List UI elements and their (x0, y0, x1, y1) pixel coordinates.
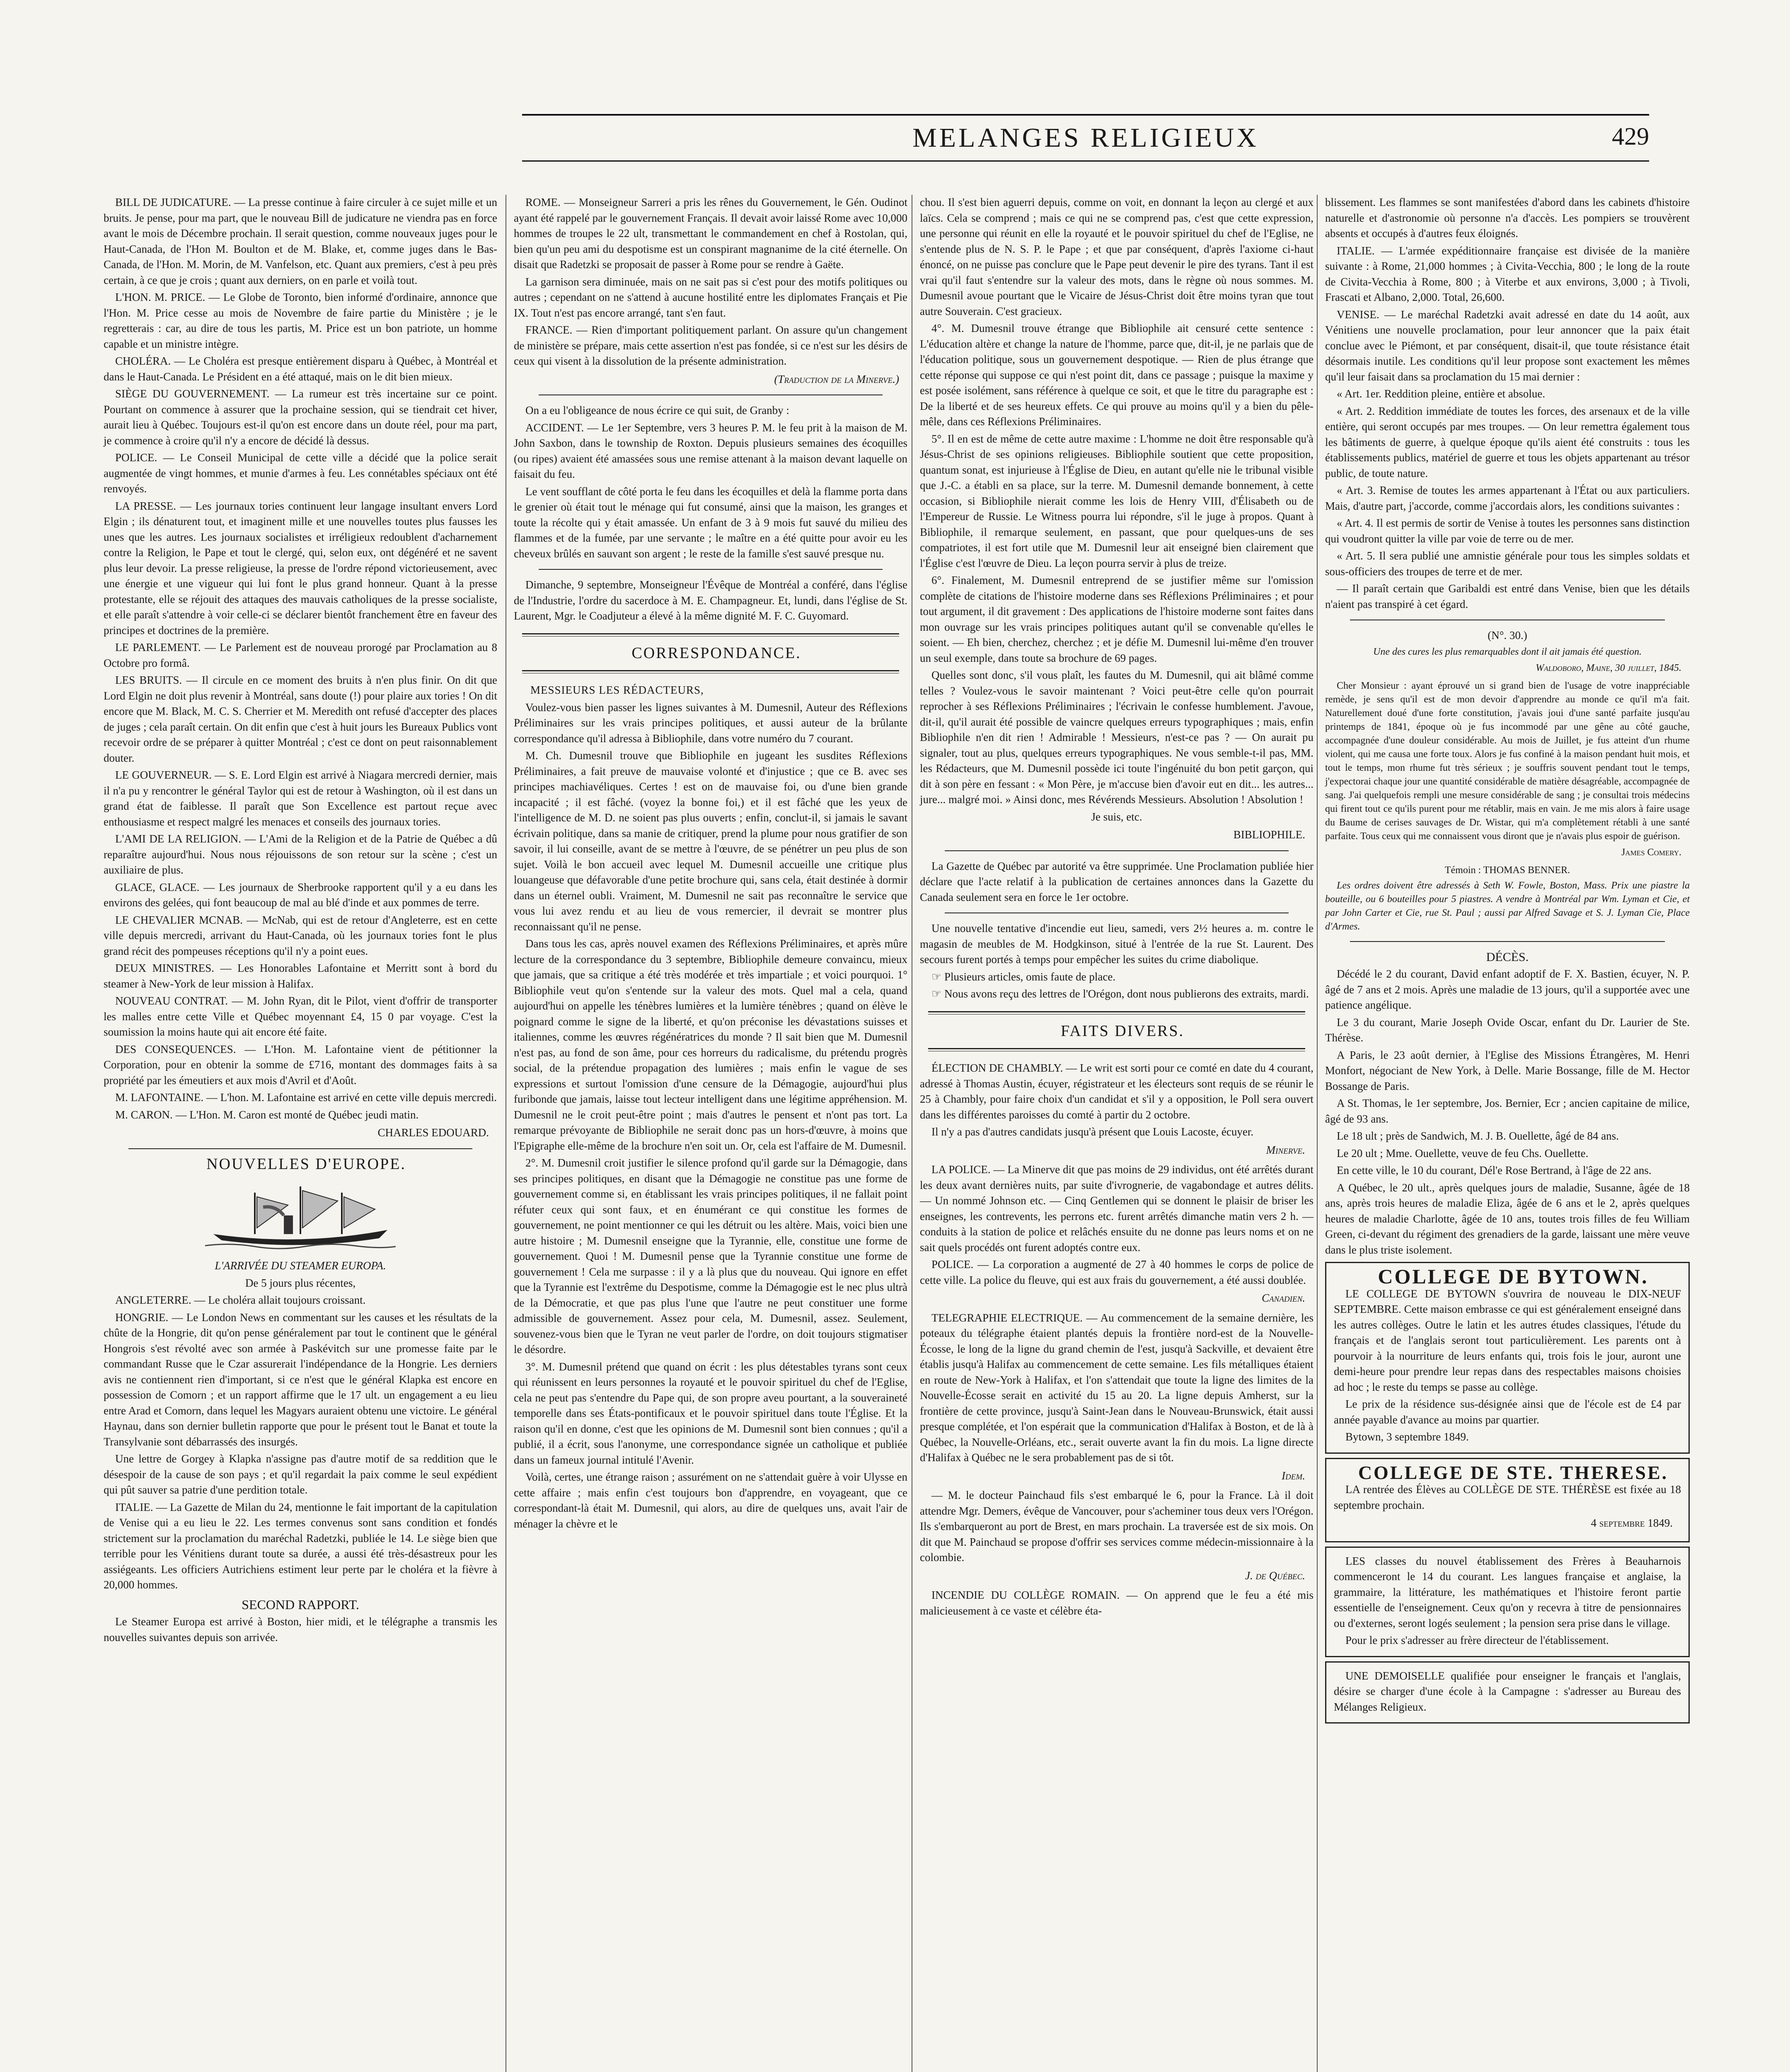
news-recency: De 5 jours plus récentes, (245, 1276, 356, 1289)
section-title-correspondance: CORRESPONDANCE. (631, 644, 801, 662)
ad-college-bytown-date: Bytown, 3 septembre 1849. (1345, 1431, 1469, 1443)
steamship-illustration (205, 1176, 396, 1255)
source-minerve: Minerve. (1266, 1143, 1305, 1156)
deces-entry-1: Décédé le 2 du courant, David enfant adoptif de F. X. Bastien, écuyer, N. P. âgé de 7 ans et 2 mois. Après une maladie de 13 jours, qu'il a supportée avec une patience angélique. (1325, 968, 1690, 1011)
ad-freres-body: LES classes du nouvel établissement des Frères à Beauharnois commenceront le 14 du courant. Les langues française et anglaise, la grammaire, la littérature, les mathématiques et l'histoire feront partie essentielle de l'enseignement. Ceux qu'on y recevra à titre de pensionnaires ou d'externes, seront logés seulement ; la pension sera prise dans le village. (1334, 1554, 1681, 1629)
article-gouverneur: LE GOUVERNEUR. — S. E. Lord Elgin est arrivé à Niagara mercredi dernier, mais il n'a pu y rencontrer le général Taylor qui est de retour à Washington, où il est dans un grand état de faiblesse. Il paraît que Son Excellence est partout reçue avec enthousiasme et respect malgré les menaces et conseils des journaux tories. (104, 769, 497, 828)
article-bruits: LES BRUITS. — Il circule en ce moment des bruits à n'en plus finir. On dit que Lord Elgin ne doit plus revenir à Montréal, sans doute (!) pour plaire aux tories ! On dit encore que M. Black, M. C. S. Cherrier et M. Meredith ont refusé d'accepter des places de juges ; cela paraît certain. On dit enfin que c'est à huit jours les Bureaux Publics vont recevoir ordre de se préparer à quitter Montréal ; c'est ce dont on peut raisonnablement douter. (104, 674, 497, 764)
ad-college-ste-therese-title: COLLEGE DE STE. THERESE. (1358, 1462, 1669, 1483)
article-incendie-detail: Le vent soufflant de côté porta le feu dans les écoquilles et delà la flamme porta dans le grenier où était tout le ménage qui fut consumé, ainsi que la maison, les granges et toute la récolte qui y était amassée. Un enfant de 3 à 9 mois fut sauvé du milieu des flammes et de la fumée, par une servante ; le maître en a été quitte pour avoir eu les cheveux brûlés en sauvant son argent ; le reste de la famille s'est sauvé presque nu. (514, 485, 907, 560)
article-glace: GLACE, GLACE. — Les journaux de Sherbrooke rapportent qu'il y a eu dans les environs des gelées, qui font beaucoup de mal au blé d'inde et aux pommes de terre. (104, 881, 497, 909)
letter-continued-5: Quelles sont donc, s'il vous plaît, les fautes du M. Dumesnil, qui ait blâmé comme telles ? Voulez-vous le savoir maintenant ? Voici peut-être celle qu'on pourrait reprocher à ses Réflexions Préliminaires ; l'écrivain le confesse humblement. J'avoue, dit-il, qu'il aurait été possible de vaincre quelques erreurs typographiques ; mais, enfin Bibliophile n'en dit rien ! Admirable ! Messieurs, n'est-ce pas ? — On aurait pu signaler, tout au plus, quelques erreurs typographiques. Ne vous semble-t-il pas, MM. les Rédacteurs, que M. Dumesnil possède ici toute l'ingénuité du bon petit garçon, qui dit à son père en fessant : « Mon Père, je m'accuse bien d'avoir eut en dit... les autres... jure... malgré moi. » Ainsi donc, mes Révérends Messieurs. Absolution ! Absolution ! (920, 669, 1313, 806)
article-police: POLICE. — Le Conseil Municipal de cette ville a décidé que la police serait augmentée de vingt hommes, et munie d'armes à feu. Les connétables spéciaux ont été renvoyés. (104, 451, 497, 495)
note-articles-omis: ☞ Plusieurs articles, omis faute de place. (931, 970, 1116, 983)
ad-college-ste-therese-body: LA rentrée des Élèves au COLLÈGE DE STE. THÉRÈSE est fixée au 18 septembre prochain. (1334, 1483, 1681, 1511)
article-parlement: LE PARLEMENT. — Le Parlement est de nouveau prorogé par Proclamation au 8 Octobre pro formâ. (104, 641, 497, 669)
running-title: MELANGES RELIGIEUX (912, 123, 1259, 153)
ad-freres-price: Pour le prix s'adresser au frère directeur de l'établissement. (1345, 1634, 1609, 1646)
article-hon-price: L'HON. M. PRICE. — Le Globe de Toronto, bien informé d'ordinaire, annonce que l'Hon. M. Price cesse au mois de Novembre de faire partie du Ministère ; je le regretterais : car, au dire de tous les partis, M. Price est un bon patriote, un homme capable et un ministre intègre. (104, 291, 497, 350)
article-incendie-college: INCENDIE DU COLLÈGE ROMAIN. — On apprend que le feu a été mis malicieusement à ce vaste et célèbre éta- (920, 1589, 1313, 1617)
article-italie: ITALIE. — La Gazette de Milan du 24, mentionne le fait important de la capitulation de Venise qui a eu lieu le 22. Les termes convenus sont sans condition et fondés strictement sur la proclamation du maréchal Radetzki, publiée le 14. Le siège bien que terrible pour les Vénitiens durant toute sa durée, a aussi été très-désastreux pour les assiégeants. Les officiers Autrichiens estiment leur perte par le choléra et la fièvre à 20,000 hommes. (104, 1501, 497, 1591)
column-1 (104, 195, 497, 1647)
letter-paragraph-2: M. Ch. Dumesnil trouve que Bibliophile en jugeant les susdites Réflexions Préliminaires, a fait preuve de mauvaise volonté et d'injustice ; que ce B. avec ses principes machiavéliques. Certes ! est on de mauvaise foi, ou d'une bien grande incapacité ; il est fâché. (voyez la bonne foi,) et il est fâché que les yeux de l'intelligence de M. D. ne soient pas plus ouverts ; enfin, conclut-il, si jamais le savant écrivain politique, dans sa manie de critiquer, prend la plume pour nous gratifier de son savoir, il lui conseille, avant de se mettre à l'œuvre, de se pénétrer un peu plus de son sujet. Voilà le bon accueil avec lequel M. Dumesnil accueille une critique plus louangeuse que défavorable d'une petite brochure qui, sans cela, était destinée à dormir dans un éternel oubli. Vraiment, M. Dumesnil ne sait pas reconnaître le service que vous lui avez rendu et au lieu de vous remercier, il devrait se montrer plus reconnaissant qu'il ne pense. (514, 749, 907, 933)
article-france: FRANCE. — Rien d'important politiquement parlant. On assure qu'un changement de ministère se prépare, mais cette assertion n'est pas fondée, si ce n'est sur les désirs de ceux qui visent à la dissolution de la présente administration. (514, 324, 907, 367)
section-title-nouvelles-europe: NOUVELLES D'EUROPE. (206, 1155, 406, 1173)
article-venise-art5: « Art. 5. Il sera publié une amnistie générale pour tous les simples soldats et sous-officiers des troupes de terre et de mer. (1325, 549, 1690, 578)
article-deux-ministres: DEUX MINISTRES. — Les Honorables Lafontaine et Merritt sont à bord du steamer à New-York de leur mission à Halifax. (104, 962, 497, 990)
deces-entry-8: A Québec, le 20 ult., après quelques jours de maladie, Susanne, âgée de 18 ans, après trois heures de maladie Eliza, âgée de 6 ans et le 2, après quelques heures de maladie Charlotte, âgée de 10 ans, toutes trois filles de feu William Green, ci-devant du régiment des grenadiers de la garde, laissant une mère veuve dans le plus triste isolement. (1325, 1181, 1690, 1256)
article-tentative-incendie: Une nouvelle tentative d'incendie eut lieu, samedi, vers 2½ heures a. m. contre le magasin de meubles de M. Hodgkinson, situé à l'entrée de la rue St. Laurent. Des secours furent portés à temps pour empêcher les suites du crime diabolique. (920, 922, 1313, 966)
section-divider (128, 1148, 472, 1149)
ad-college-bytown-title: COLLEGE DE BYTOWN. (1378, 1265, 1649, 1288)
header-rule-bottom (522, 160, 1649, 162)
section-double-rule (522, 633, 899, 637)
article-consequences: DES CONSEQUENCES. — L'Hon. M. Lafontaine vient de pétitionner la Corporation, pour en obtenir la somme de £716, montant des dommages faits à sa propriété par les émeutiers et aux mois d'Avril et d'Août. (104, 1043, 497, 1087)
section-divider (539, 569, 883, 570)
ad-college-ste-therese-date: 4 septembre 1849. (1591, 1517, 1673, 1529)
deces-entry-7: En cette ville, le 10 du courant, Dél'e Rose Bertrand, à l'âge de 22 ans. (1337, 1164, 1652, 1176)
article-granby-intro: On a eu l'obligeance de nous écrire ce qui suit, de Granby : (525, 404, 789, 416)
letter-paragraph-5: 3°. M. Dumesnil prétend que quand on écrit : les plus détestables tyrans sont ceux qui réunissent en leurs personnes la royauté et le pouvoir spirituel du chef de l'Eglise, cela ne peut pas s'entendre du Pape qui, de son propre aveu pourtant, a la souveraineté temporelle dans ses États-pontificaux et le pouvoir spirituel dans toute l'Église. Et la raison qu'il en donne, c'est que les opinions de M. Dumesnil sont bien connues ; qu'il a publié, il a écrit, sous l'anonyme, une correspondance signée un catholique et publiée dans un fameux journal intitulé l'Avenir. (514, 1360, 907, 1466)
source-minerve: (Traduction de la Minerve.) (774, 373, 899, 385)
article-nouveau-contrat: NOUVEAU CONTRAT. — M. John Ryan, dit le Pilot, vient d'offrir de transporter les malles entre cette Ville et Québec moyennant £4, 15 0 par voyage. C'est la soumission la moins haute qui ait encore été faite. (104, 995, 497, 1038)
ad-college-bytown-price: Le prix de la résidence sus-désignée ainsi que de l'école est de £4 par année payable d'avance au moins par quartier. (1334, 1398, 1681, 1426)
article-painchaud: — M. le docteur Painchaud fils s'est embarqué le 6, pour la France. Là il doit attendre Mgr. Demers, évêque de Vancouver, pour s'acheminer tous deux vers l'Orégon. Ils s'embarqueront au port de Brest, en mars prochain. La traversée est de six mois. On dit que M. Painchaud se propose d'offrir ses services comme médecin-missionnaire à la colombie. (920, 1489, 1313, 1564)
article-siege-gouvernement: SIÈGE DU GOUVERNEMENT. — La rumeur est très incertaine sur ce point. Pourtant on commence à assurer que la prochaine session, qui se tiendrait cet hiver, aurait lieu à Québec. Toujours est-il qu'on est encore dans un doute réel, pour ma part, je commence à croire qu'il n'y a encore de décidé là dessus. (104, 387, 497, 447)
ad-college-bytown-body: LE COLLEGE DE BYTOWN s'ouvrira de nouveau le DIX-NEUF SEPTEMBRE. Cette maison embrasse ce qui est généralement enseigné dans les autres collèges. Outre le latin et les autres études classiques, l'étude du français et de l'anglais seront tout particulièrement. Les parents ont à pourvoir à la nourriture de leurs enfants qui, trois fois le jour, auront une demi-heure pour prendre leur repas dans des respectables maisons choisies ad hoc ; le reste du temps se passe au collège. (1334, 1287, 1681, 1393)
article-lafontaine: M. LAFONTAINE. — L'hon. M. Lafontaine est arrivé en cette ville depuis mercredi. (115, 1091, 497, 1104)
ad-freres-beauharnois (1325, 1547, 1690, 1657)
section-divider (1350, 941, 1665, 942)
article-cholera: CHOLÉRA. — Le Choléra est presque entièrement disparu à Québec, à Montréal et dans le Haut-Canada. Le Président en a été attaqué, mais on le dit bien mieux. (104, 355, 497, 383)
section-double-rule (522, 670, 899, 673)
article-candidats: Il n'y a pas d'autres candidats jusqu'à présent que Louis Lacoste, écuyer. (931, 1126, 1254, 1138)
cure-number: (N°. 30.) (1488, 629, 1527, 641)
page-number: 429 (1612, 123, 1649, 150)
column-4 (1325, 195, 1690, 1728)
deces-entry-6: Le 20 ult ; Mme. Ouellette, veuve de feu Chs. Ouellette. (1337, 1147, 1589, 1159)
source-idem: Idem. (1282, 1469, 1305, 1482)
article-election-chambly: ÉLECTION DE CHAMBLY. — Le writ est sorti pour ce comté en date du 4 courant, adressé à Thomas Austin, écuyer, régistrateur et les électeurs sont requis de se réunir le 25 à Chambly, pour faire choix d'un candidat et s'il y a opposition, le Poll sera ouvert dans les différentes paroisses du comté à partir du 2 octobre. (920, 1062, 1313, 1121)
deces-entry-2: Le 3 du courant, Marie Joseph Ovide Oscar, enfant du Dr. Laurier de Ste. Thérèse. (1325, 1016, 1690, 1044)
article-caron: M. CARON. — L'Hon. M. Caron est monté de Québec jeudi matin. (115, 1108, 419, 1121)
article-venise-art3: « Art. 3. Remise de toutes les armes appartenant à l'État ou aux particuliers. Mais, d'autre part, j'accorde, comme j'accordais alors, les conditions suivantes : (1325, 484, 1690, 512)
article-mcnab: LE CHEVALIER MCNAB. — McNab, qui est de retour d'Angleterre, est en cette ville depuis mercredi, arrivant du Haut-Canada, où les journaux tories font le plus grand récit des pompeuses réceptions qu'il n'y a point eues. (104, 913, 497, 957)
cure-subtitle: Une des cures les plus remarquables dont il ait jamais été question. (1373, 646, 1642, 657)
letter-paragraph-3: Dans tous les cas, après nouvel examen des Réflexions Préliminaires, et après mûre lecture de la correspondance du 3 septembre, Bibliophile demeure convaincu, mieux que jamais, que sa critique a été très modérée et très impartiale ; et voici pourquoi. 1° Bibliophile veut qu'on s'entende sur la valeur des mots. Quel mal a cela, quand aujourd'hui on appelle les ténèbres lumières et la lumière ténèbres ; quand on élève le poignard comme le signe de la liberté, et qu'on préconise les dévastations suisses et italiennes, comme les œuvres régénératrices du monde ? Il sait bien que M. Dumesnil n'est pas, au fond de son âme, pour ces horreurs du radicalisme, du prétendu progrès social, de la prétendue propagation des lumières ; mais enfin le vague de ses expressions et surtout l'omission d'une censure de la Démagogie, aujourd'hui plus furibonde que jamais, laisse tout lecteur intelligent dans une légitime appréhension. M. Dumesnil ne le croit peut-être point ; mais d'autres le pensent et n'ont pas tort. La remarque prévoyante de Bibliophile ne serait donc pas un hors-d'œuvre, à moins que l'Epigraphe elle-même de la brochure n'en soit un. Or, cela est l'affaire de M. Dumesnil. (514, 937, 907, 1152)
article-steamer-europa: Le Steamer Europa est arrivé à Boston, hier midi, et le télégraphe a transmis les nouvelles suivantes depuis son arrivée. (104, 1615, 497, 1644)
article-venise-art2: « Art. 2. Reddition immédiate de toutes les forces, des arsenaux et de la ville entière, qui seront occupés par mes troupes. — On leur remettra également tous les bâtiments de guerre, à quelque époque qu'ils aient été construits : tous les établissements publics, matériel de guerre et tous les objets appartenant au trésor public, de toute nature. (1325, 404, 1690, 479)
deces-entry-4: A St. Thomas, le 1er septembre, Jos. Bernier, Ecr ; ancien capitaine de milice, âgé de 93 ans. (1325, 1097, 1690, 1125)
deces-entry-3: A Paris, le 23 août dernier, à l'Eglise des Missions Étrangères, M. Henri Monfort, négociant de New York, à Delle. Marie Bossange, fille de M. Hector Bossange de Paris. (1325, 1048, 1690, 1092)
article-ami-religion: L'AMI DE LA RELIGION. — L'Ami de la Religion et de la Patrie de Québec a dû reparaître aujourd'hui. Nous nous réjouissons de son retour sur la scène ; c'est un auxiliaire de plus. (104, 833, 497, 876)
article-garibaldi: — Il paraît certain que Garibaldi est entré dans Venise, bien que les détails n'aient pas transpiré à cet égard. (1325, 582, 1690, 610)
article-gazette-quebec: La Gazette de Québec par autorité va être supprimée. Une Proclamation publiée hier déclare que l'acte relatif à la publication de certaines annonces dans la Gazette du Canada seulement sera en force le 1er octobre. (920, 859, 1313, 903)
cure-orders: Les ordres doivent être adressés à Seth W. Fowle, Boston, Mass. Prix une piastre la bouteille, ou 6 bouteilles pour 5 piastres. A vendre à Montréal par Wm. Lyman et Cie, et par John Carter et Cie, rue St. Paul ; aussi par Alfred Savage et S. J. Lyman Cie, Place d'Armes. (1325, 880, 1690, 932)
article-bill-judicature: BILL DE JUDICATURE. — La presse continue à faire circuler à ce sujet mille et un bruits. Je pense, pour ma part, que le nouveau Bill de judicature ne viendra pas en force avant le mois de Décembre prochain. Il serait question, comme nouveaux juges pour le Haut-Canada, de l'Hon M. Boulton et de M. Blake, et, comme juges dans le Bas-Canada, de l'Hon. M. Morin, de M. Vanfelson, etc. Quant aux premiers, c'est à peu près certain, à ce que je crois ; quant aux derniers, on en parle et voilà tout. (104, 196, 497, 286)
column-rule-3 (1317, 195, 1318, 2072)
article-incendie-suite: blissement. Les flammes se sont manifestées d'abord dans les cabinets d'histoire naturelle et d'astronomie où personne n'a d'accès. Les pompiers se trouvèrent absents et occupés à d'autres feux éloignés. (1325, 196, 1690, 240)
article-hongrie: HONGRIE. — Le London News en commentant sur les causes et les résultats de la chûte de la Hongrie, dit qu'on pense généralement par tout le continent que le général Hongrois s'est révolté avec son armée à Paskévitch sur une promesse faite par le commandant Russe que le Czar assurerait l'indépendance de la Hongrie. Les derniers avis ne contiennent rien d'important, si ce n'est que le général Klapka est encore en possession de Comorn ; et un rapport affirme que le 17 ult. un engagement a eu lieu entre Arad et Comorn, dans lequel les Magyars auraient obtenu une victoire. Le général Haynau, dans son dernier bulletin rapporte que pour le présent tout le Banat et toute la Transylvanie sont débarrassés des insurgés. (104, 1311, 497, 1448)
source-canadien: Canadien. (1262, 1292, 1305, 1304)
letter-continued-3: 5°. Il en est de même de cette autre maxime : L'homme ne doit être responsable qu'à Jésus-Christ de ses opinions religieuses. Bibliophile soutient que cette proposition, quantum sonat, est injurieuse à l'Église de Dieu, en autant qu'elle nie le tribunal visible que J.-C. a établi en sa place, sur la terre. M. Dumesnil demande bonnement, à cette occasion, si Bibliophile nierait comme les lois de Henry VIII, d'Élisabeth ou de l'Empereur de Russie. Le Witness pourra lui répondre, s'il le juge à propos. Quant à Bibliophile, il remarque seulement, en passant, que pour quelques-uns de ses compatriotes, il est fort utile que M. Dumesnil leur ait enseigné bien clairement que l'Église c'est l'œuvre de Dieu. La leçon pourra servir à plus de treize. (920, 432, 1313, 569)
letter-paragraph-4: 2°. M. Dumesnil croit justifier le silence profond qu'il garde sur la Démagogie, dans ses principes politiques, en disant que la Démagogie ne constitue pas une forme de gouvernement comme si, en établissant les vrais principes politiques, il ne fallait point réfuter ceux qui sont faux, et en énumérant ce qui constitue les formes de gouvernement, ne point mentionner ce qui les détruit ou les altère. Mais, voici bien une autre histoire ; M. Dumesnil enseigne que la Tyrannie, elle, constitue une forme de gouvernement. Quoi ! M. Dumesnil pense que la Tyrannie constitue une forme de gouvernement ! Cela me surpasse : il y a là plus que du nouveau. Qui ignore en effet que la Tyrannie est l'extrême du Despotisme, comme la Démagogie est le nec plus ultrà de la Démocratie, et que pas plus l'une que l'autre ne peut constituer une forme admissible de gouvernement. Assez pour cela, M. Dumesnil, assez. Seulement, souvenez-vous bien que le Tyran ne veut parler de l'ordre, on doit toujours stigmatiser le désordre. (514, 1157, 907, 1356)
section-title-deces: DÉCÈS. (1486, 950, 1529, 964)
article-rome: ROME. — Monseigneur Sarreri a pris les rênes du Gouvernement, le Gén. Oudinot ayant été rappelé par le gouvernement Français. Il devait avoir laissé Rome avec 10,000 hommes de troupes le 22 ult, transmettant le commandement en chef à Rostolan, qui, bien qu'un peu ami du despotisme est un conspirant magnanime de la cité éternelle. On disait que Radetzki se proposait de passer à Rome pour se rendre à Gaëte. (514, 196, 907, 271)
article-police-corporation: POLICE. — La corporation a augmenté de 27 à 40 hommes le corps de police de cette ville. La police du fleuve, qui est aux frais du gouvernement, a été aussi doublée. (920, 1258, 1313, 1286)
ad-demoiselle (1325, 1661, 1690, 1724)
section-divider (945, 850, 1289, 851)
column-2 (514, 195, 907, 1533)
section-double-rule (928, 1011, 1305, 1014)
section-title-faits-divers: FAITS DIVERS. (1061, 1022, 1184, 1040)
ad-college-bytown (1325, 1262, 1690, 1454)
article-la-police: LA POLICE. — La Minerve dit que pas moins de 29 individus, ont été arrêtés durant les deux avant dernières nuits, par suite d'ivrognerie, de vagabondage et autres délits. — Un nommé Johnson etc. — Cinq Gentlemen qui se donnent le plaisir de briser les enseignes, les contrevents, les perrons etc. furent arrêtés dimanche matin vers 2 h. — conduits à la station de police et relâchés ensuite du ne donne pas leurs noms et on ne sait quels procédés ont furent adoptés contre eux. (920, 1163, 1313, 1254)
signature-charles-edouard: CHARLES EDOUARD. (377, 1126, 489, 1139)
article-venise-art1: « Art. 1er. Reddition pleine, entière et absolue. (1337, 387, 1546, 400)
article-accident: ACCIDENT. — Le 1er Septembre, vers 3 heures P. M. le feu prit à la maison de M. John Saxbon, dans le township de Roxton. Depuis plusieurs semaines des écoquilles (ou ripes) avaient été amassées sous une remise attenant à la maison devant laquelle on faisait du feu. (514, 421, 907, 480)
cure-testimonial: Cher Monsieur : ayant éprouvé un si grand bien de l'usage de votre inappréciable remède, je sens qu'il est de mon devoir d'apprendre au monde ce qu'il m'a fait. Naturellement doué d'une forte constitution, j'avais joui d'une santé parfaite jusqu'au printemps de 1841, époque où je fus incommodé par une gêne au côté gauche, accompagnée d'une douleur considérable. Au mois de Juillet, je fus atteint d'un rhume violent, qui me causa une forte toux. Alors je fus confiné à la maison pendant huit mois, et tout le temps, mon rhume fut très sérieux ; je souffris souvent pendant tout le temps, j'expectorai chaque jour une quantité considérable de matière désagréable, accompagnée de sang. J'ai quelquefois rempli une mesure considérable de sang ; je consultai trois médecins qui firent tout ce qu'ils purent pour me rétablir, mais en vain. Je me mis alors à faire usage du Baume de cerises sauvages de Dr. Wistar, qui m'a complètement rétabli à une santé parfaite. Tous ceux qui me connaissent vous diront que je n'avais plus espoir de guérison. (1325, 680, 1690, 842)
article-venise-art4: « Art. 4. Il est permis de sortir de Venise à toutes les personnes sans distinction qui voudront quitter la ville par voie de terre ou de mer. (1325, 517, 1690, 545)
page-header (522, 114, 1649, 164)
letter-closing: Je suis, etc. (1091, 810, 1142, 823)
article-telegraphie: TELEGRAPHIE ELECTRIQUE. — Au commencement de la semaine dernière, les poteaux du télégraphe étaient plantés depuis la frontière nord-est de la Nouvelle-Écosse, le long de la ligne du grand chemin de l'est, jusqu'à Sackville, et devaient être établis jusqu'à Halifax au commencement de cette semaine. Les fils métalliques étaient en route de New-York à Halifax, et l'on s'attendait que toute la ligne des limites de la Nouvelle-Écosse serait en activité du 15 au 20. La ligne depuis Amherst, sur la frontière de cette province, jusqu'à Saint-Jean dans le Nouveau-Brunswick, était aussi presque complétée, et l'on espérait que la communication d'Halifax à Boston, et de là à Québec, la Nouvelle-Orléans, etc., serait ouverte avant la fin du mois. La ligne directe d'Halifax à Québec ne le sera probablement pas de si tôt. (920, 1311, 1313, 1464)
letter-continued-2: 4°. M. Dumesnil trouve étrange que Bibliophile ait censuré cette sentence : L'éducation altère et change la nature de l'homme, parce que, dit-il, je ne parlais que de l'éducation politique, sous un gouvernement despotique. — Rien de plus étrange que cette réponse qui suppose ce qui n'est point dit, dans ce passage ; puisque la maxime y est posée isolément, sans référence à quelque ce soit, et que le titre du paragraphe est : De la liberté et de ses heureux effets. Ce qui prouve au moins qu'il y a bien du pêle-mêle, dans ces Réflexions Préliminaires. (920, 322, 1313, 428)
cure-witness: Témoin : THOMAS BENNER. (1444, 864, 1570, 876)
cure-place-date: Waldoboro, Maine, 30 juillet, 1845. (1536, 662, 1681, 673)
letter-continued-4: 6°. Finalement, M. Dumesnil entreprend de se justifier même sur l'omission complète de citations de l'histoire moderne dans ses Réflexions Préliminaires ; et pour tout argument, il dit gravement : Des applications de l'histoire moderne sont faites dans mon ouvrage sur les vrais principes politiques autant qu'il se convenable qu'elles le soient. — Eh bien, cherchez, cherchez ; et je défie M. Dumesnil lui-même d'en trouver un seul exemple, dans toute sa brochure de 69 pages. (920, 574, 1313, 664)
letter-continued-1: chou. Il s'est bien aguerri depuis, comme on voit, en donnant la leçon au clergé et aux laïcs. Cela se comprend ; mais ce qui ne se comprend pas, c'est que cette expression, une personne qui réunit en elle la royauté et le pouvoir spirituel du chef de l'Eglise, ne s'entende plus de N. S. P. le Pape ; et que par conséquent, d'après l'axiome ci-haut énoncé, on ne puisse pas conclure que le Pape peut devenir le pire des tyrans. Tant il est vrai qu'il faut s'entendre sur la valeur des mots, dans le règne où nous sommes. M. Dumesnil avoue pourtant que le Vicaire de Jésus-Christ doit être moins tyran que tout autre Souverain. C'est gracieux. (920, 196, 1313, 317)
letter-paragraph-6: Voilà, certes, une étrange raison ; assurément on ne s'attendait guère à voir Ulysse en cette affaire ; mais enfin c'est toujours bon d'apprendre, en voyageant, que ce correspondant-là était M. Dumesnil, qui alors, au dire de quelques uns, avait l'air de ménager la chèvre et le (514, 1471, 907, 1530)
article-gorgey: Une lettre de Gorgey à Klapka n'assigne pas d'autre motif de sa reddition que le désespoir de la cause de son pays ; et qu'il regardait la paix comme le seul expédient qui pût sauver sa patrie d'une perdition totale. (104, 1452, 497, 1496)
article-la-presse: LA PRESSE. — Les journaux tories continuent leur langage insultant envers Lord Elgin ; ils dénaturent tout, et imaginent mille et une nouvelles toutes plus fausses les unes que les autres. Les journaux socialistes et irréligieux redoublent d'acharnement contre la Religion, le Pape et tout le clergé, qui, selon eux, ont dégénéré et ne savent plus leur devoir. La presse religieuse, la presse de l'ordre répond victorieusement, avec une énergie et une vigueur qui lui font le plus grand honneur. Quant à la presse protestante, elle se réjouit des attaques des mauvais catholiques de la presse socialiste, et elle paraît s'attendre à voir celle-ci se déclarer bientôt franchement être en faveur des principes et doctrines de la première. (104, 499, 497, 637)
header-rule-top (522, 114, 1649, 116)
ad-college-ste-therese (1325, 1458, 1690, 1542)
article-angleterre: ANGLETERRE. — Le choléra allait toujours croissant. (115, 1294, 366, 1306)
letter-paragraph-1: Voulez-vous bien passer les lignes suivantes à M. Dumesnil, Auteur des Réflexions Préliminaires sur les vrais principes politiques, et aussi auteur de la brûlante correspondance qu'il adressa à Bibliophile, dans votre numéro du 7 courant. (514, 701, 907, 745)
article-armee-francaise: ITALIE. — L'armée expéditionnaire française est divisée de la manière suivante : à Rome, 21,000 hommes ; à Civita-Vecchia, 800 ; le long de la route de Civita-Vecchia à Rome, 800 ; à Viterbe et aux environs, 3,000 ; à Tivoli, Frascati et Albano, 2,000. Total, 26,600. (1325, 244, 1690, 303)
article-ordination: Dimanche, 9 septembre, Monseigneur l'Évêque de Montréal a conféré, dans l'église de l'Industrie, l'ordre du sacerdoce à M. E. Champagneur. Et, lundi, dans l'église de St. Laurent, Mgr. le Coadjuteur a élevé à la même dignité M. F. C. Guyomard. (514, 579, 907, 622)
ship-caption: L'ARRIVÉE DU STEAMER EUROPA. (215, 1259, 386, 1272)
column-3 (920, 195, 1313, 1620)
signature-bibliophile: BIBLIOPHILE. (1233, 828, 1305, 841)
section-title-second-rapport: SECOND RAPPORT. (242, 1597, 359, 1612)
article-garnison: La garnison sera diminuée, mais on ne sait pas si c'est pour des motifs politiques ou autres ; cependant on ne s'attend à aucune hostilité entre les diplomates Français et Pie IX. Tout n'est pas encore arrangé, tant s'en faut. (514, 275, 907, 319)
section-double-rule (928, 1048, 1305, 1051)
source-journal-quebec: J. de Québec. (1245, 1569, 1305, 1582)
ad-demoiselle-body: UNE DEMOISELLE qualifiée pour enseigner le français et l'anglais, désire se charger d'une école à la Campagne : s'adresser au Bureau des Mélanges Religieux. (1334, 1669, 1681, 1713)
article-venise: VENISE. — Le maréchal Radetzki avait adressé en date du 14 août, aux Vénitiens une nouvelle proclamation, pour leur annoncer que la paix était conclue avec le Piémont, et par conséquent, disait-il, que toute résistance était désormais inutile. Les conditions qu'il leur propose sont exactement les mêmes qu'il leur faisait dans sa proclamation du 15 mai dernier : (1325, 308, 1690, 383)
letter-salutation: MESSIEURS LES RÉDACTEURS, (530, 684, 704, 696)
note-lettres-oregon: ☞ Nous avons reçu des lettres de l'Orégon, dont nous publierons des extraits, mardi. (931, 988, 1309, 1000)
cure-signature: James Comery. (1621, 847, 1681, 858)
deces-entry-5: Le 18 ult ; près de Sandwich, M. J. B. Ouellette, âgé de 84 ans. (1337, 1130, 1619, 1142)
